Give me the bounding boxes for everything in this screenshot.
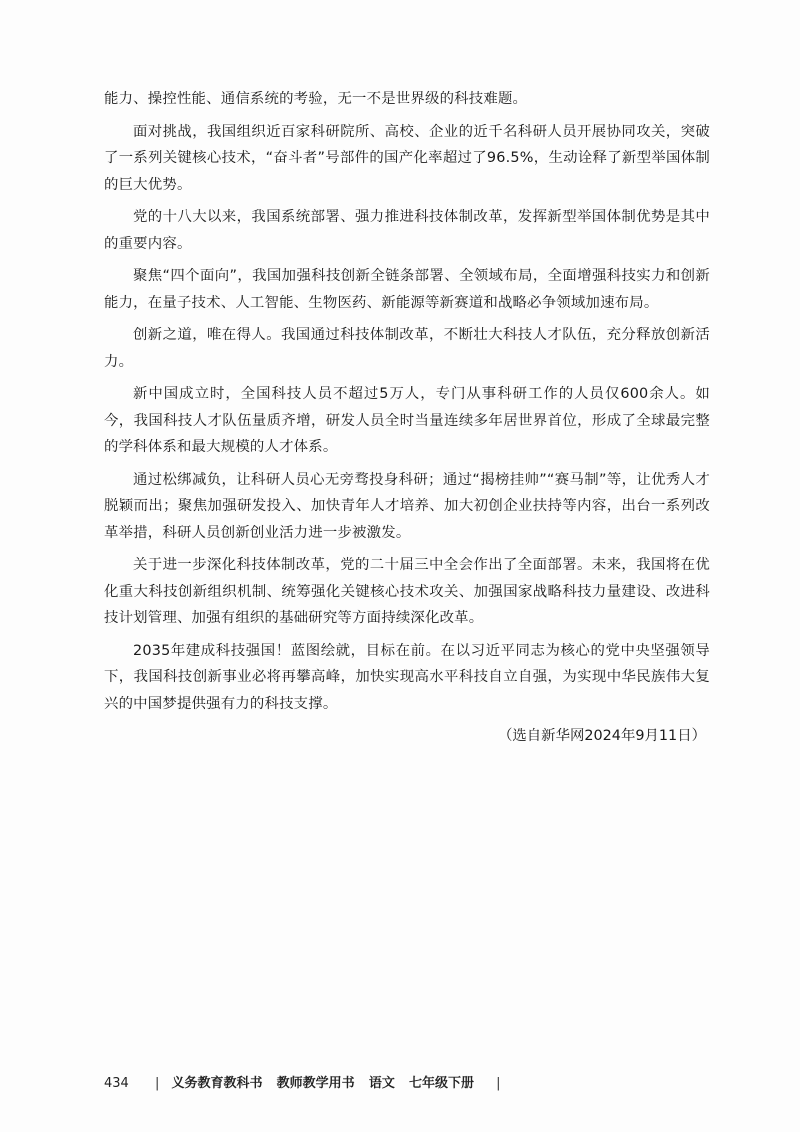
footer-separator: | bbox=[154, 1076, 160, 1091]
paragraph: 能力、操控性能、通信系统的考验，无一不是世界级的科技难题。 bbox=[104, 91, 528, 107]
page-number: 434 bbox=[104, 1076, 129, 1091]
paragraph: 党的十八大以来，我国系统部署、强力推进科技体制改革，发挥新型举国体制优势是其中的重要内容。 bbox=[104, 209, 710, 252]
footer-subject: 语文 bbox=[368, 1076, 395, 1091]
source-citation: （选自新华网2024年9月11日） bbox=[498, 728, 706, 744]
paragraph: 创新之道，唯在得人。我国通过科技体制改革，不断壮大科技人才队伍，充分释放创新活力。 bbox=[104, 327, 710, 370]
paragraph: 关于进一步深化科技体制改革，党的二十届三中全会作出了全面部署。未来，我国将在优化重大科技创新组织机制、统筹强化关键核心技术攻关、加强国家战略科技力量建设、改进科技计划管理、加强有组织的基础研究等方面持续深化改革。 bbox=[104, 557, 710, 626]
paragraph: 面对挑战，我国组织近百家科研院所、高校、企业的近千名科研人员开展协同攻关，突破了一系列关键核心技术，“奋斗者”号部件的国产化率超过了96.5%，生动诠释了新型举国体制的巨大优势。 bbox=[104, 123, 710, 193]
article-body bbox=[104, 86, 710, 749]
footer-series: 义务教育教科书 bbox=[171, 1076, 263, 1091]
paragraph: 通过松绑减负，让科研人员心无旁骛投身科研；通过“揭榜挂帅”“赛马制”等，让优秀人才脱颖而出；聚焦加强研发投入、加快青年人才培养、加大初创企业扶持等内容，出台一系列改革举措，科研人员创新创业活力进一步被激发。 bbox=[104, 471, 710, 541]
paragraph: 聚焦“四个面向”，我国加强科技创新全链条部署、全领域布局，全面增强科技实力和创新能力，在量子技术、人工智能、生物医药、新能源等新赛道和战略必争领域加速布局。 bbox=[104, 268, 710, 311]
footer-grade: 七年级下册 bbox=[408, 1076, 474, 1091]
footer-separator-end: | bbox=[496, 1076, 501, 1091]
paragraph: 2035年建成科技强国！蓝图绘就，目标在前。在以习近平同志为核心的党中央坚强领导下，我国科技创新事业必将再攀高峰，加快实现高水平科技自立自强，为实现中华民族伟大复兴的中国梦提供强有力的科技支撑。 bbox=[104, 642, 710, 712]
footer-book: 教师教学用书 bbox=[276, 1076, 355, 1091]
page-footer bbox=[104, 1074, 509, 1094]
paragraph: 新中国成立时，全国科技人员不超过5万人，专门从事科研工作的人员仅600余人。如今，我国科技人才队伍量质齐增，研发人员全时当量连续多年居世界首位，形成了全球最完整的学科体系和最大规模的人才体系。 bbox=[104, 386, 710, 455]
